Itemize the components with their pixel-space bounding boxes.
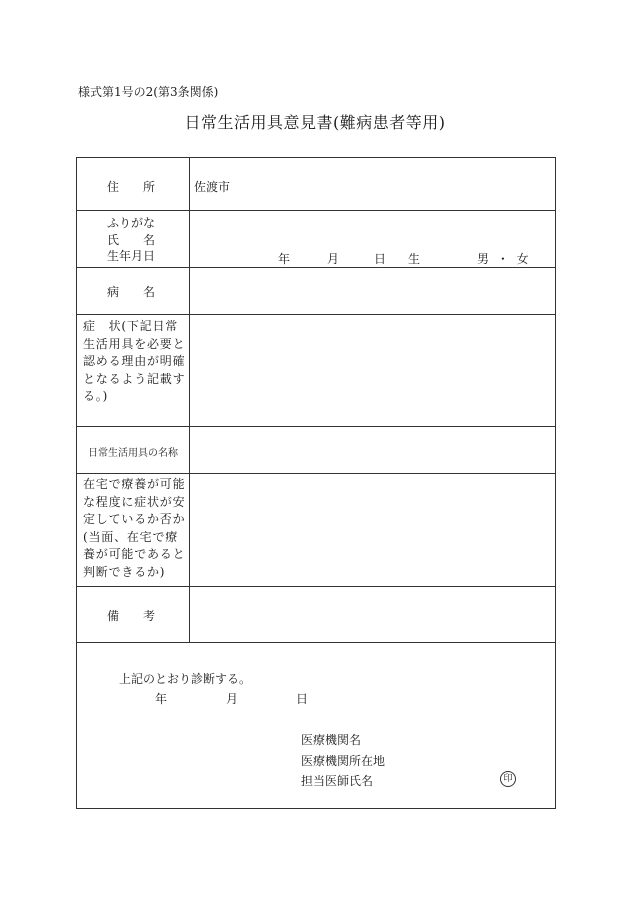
doctor-name-label: 担当医師氏名: [301, 774, 374, 788]
institution-address-label: 医療機関所在地: [301, 754, 386, 768]
remarks-label: 備 考: [107, 609, 156, 623]
row-divider: [77, 267, 555, 268]
symptoms-label: 症 状(下記日常生活用具を必要と認める理由が明確となるよう記載する。): [83, 319, 186, 403]
address-label: 住 所: [107, 180, 156, 194]
form-number: 様式第1号の2(第3条関係): [78, 85, 219, 99]
form-title: 日常生活用具意見書(難病患者等用): [184, 113, 446, 132]
dob-month-label: 月: [327, 252, 340, 266]
gender-options: 男 ・ 女: [477, 252, 531, 266]
row-divider: [77, 642, 555, 643]
column-divider: [189, 158, 190, 642]
cert-month-label: 月: [226, 692, 239, 706]
row-divider: [77, 314, 555, 315]
home-care-label: 在宅で療養が可能な程度に症状が安定しているか否か(当面、在宅で療養が可能であると判断できるか): [83, 477, 186, 579]
row-divider: [77, 426, 555, 427]
cert-year-label: 年: [155, 692, 168, 706]
dob-day-label: 日: [374, 252, 387, 266]
cert-day-label: 日: [296, 692, 309, 706]
disease-label: 病 名: [107, 285, 156, 299]
name-label: 氏 名: [107, 233, 156, 247]
dob-year-label: 年: [278, 252, 291, 266]
dob-born-label: 生: [408, 252, 421, 266]
diagnosis-statement: 上記のとおり診断する。: [119, 672, 252, 686]
opinion-form-table: [76, 157, 556, 809]
seal-mark: 印: [500, 771, 516, 787]
dob-label: 生年月日: [107, 249, 156, 263]
equipment-name-label: 日常生活用具の名称: [88, 448, 178, 459]
address-value: 佐渡市: [194, 180, 231, 194]
institution-name-label: 医療機関名: [301, 733, 362, 747]
row-divider: [77, 586, 555, 587]
row-divider: [77, 473, 555, 474]
furigana-label: ふりがな: [107, 216, 156, 230]
row-divider: [77, 210, 555, 211]
